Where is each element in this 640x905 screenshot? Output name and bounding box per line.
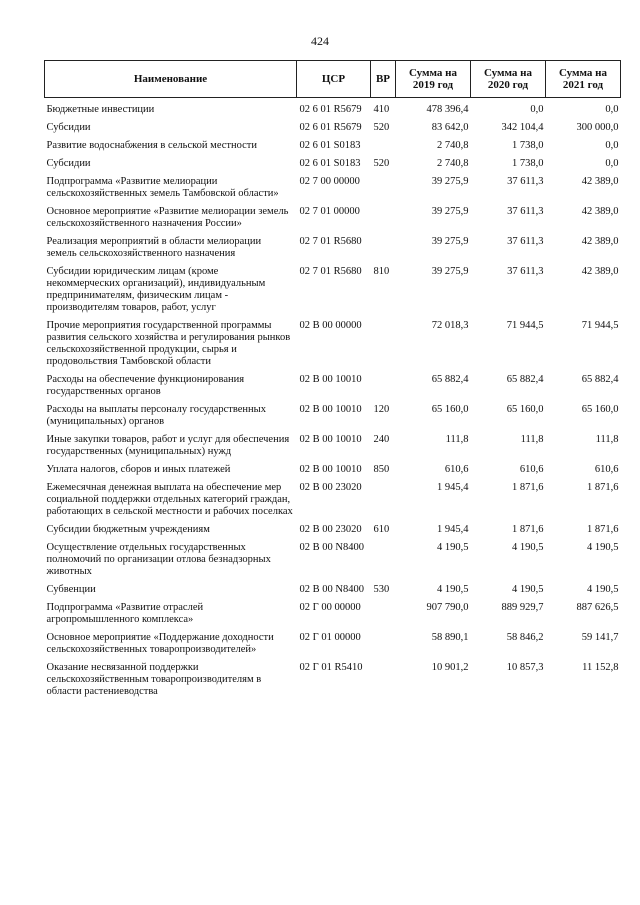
cell-2021: 65 160,0 xyxy=(581,404,619,415)
cell-csr: 02 В 00 10010 xyxy=(299,404,362,415)
cell-2021: 887 626,5 xyxy=(576,602,619,613)
cell-vr: 520 xyxy=(373,158,390,169)
cell-2021: 42 389,0 xyxy=(581,206,619,217)
cell-2019: 907 790,0 xyxy=(426,602,469,613)
cell-name: Бюджетные инвестиции xyxy=(46,104,155,115)
cell-csr: 02 В 00 10010 xyxy=(299,374,362,385)
cell-2019: 4 190,5 xyxy=(437,584,469,595)
cell-2020: 37 611,3 xyxy=(507,176,544,187)
cell-name: Подпрограмма «Развитие отраслей агропромышленного комплекса» xyxy=(46,602,204,625)
cell-2021: 4 190,5 xyxy=(587,584,619,595)
cell-vr: 850 xyxy=(373,464,390,475)
cell-name: Развитие водоснабжения в сельской местности xyxy=(46,140,257,151)
cell-csr: 02 В 00 10010 xyxy=(299,434,362,445)
cell-csr: 02 В 00 23020 xyxy=(299,524,362,535)
cell-2020: 610,6 xyxy=(519,464,544,475)
cell-2019: 1 945,4 xyxy=(437,524,469,535)
cell-2020: 889 929,7 xyxy=(501,602,544,613)
cell-csr: 02 7 01 R5680 xyxy=(299,266,362,277)
cell-2021: 11 152,8 xyxy=(582,662,619,673)
cell-csr: 02 7 00 00000 xyxy=(299,176,360,187)
cell-name: Осуществление отдельных государственных полномочий по организации отлова безнадзорных животных xyxy=(46,542,271,577)
cell-vr xyxy=(371,539,396,581)
table-row xyxy=(45,521,621,539)
table-body xyxy=(45,98,621,702)
cell-vr: 530 xyxy=(373,584,390,595)
header-vr: ВР xyxy=(371,61,396,98)
cell-2021: 0,0 xyxy=(605,158,619,169)
cell-name: Реализация мероприятий в области мелиорации земель сельскохозяйственного назначения xyxy=(46,236,262,259)
table-row xyxy=(45,401,621,431)
cell-csr: 02 6 01 S0183 xyxy=(299,158,361,169)
cell-vr xyxy=(371,371,396,401)
table-row xyxy=(45,371,621,401)
table-row xyxy=(45,173,621,203)
cell-name: Расходы на обеспечение функционирования государственных органов xyxy=(46,374,245,397)
cell-2019: 39 275,9 xyxy=(431,206,469,217)
cell-2019: 72 018,3 xyxy=(431,320,469,331)
cell-csr: 02 В 00 00000 xyxy=(299,320,362,331)
cell-vr: 520 xyxy=(373,122,390,133)
cell-2020: 10 857,3 xyxy=(506,662,544,673)
cell-2020: 1 738,0 xyxy=(512,158,544,169)
table-row xyxy=(45,539,621,581)
table-header xyxy=(45,61,621,98)
cell-2019: 610,6 xyxy=(444,464,469,475)
cell-2021: 65 882,4 xyxy=(581,374,619,385)
cell-2019: 1 945,4 xyxy=(437,482,469,493)
cell-csr: 02 В 00 23020 xyxy=(299,482,362,493)
cell-vr xyxy=(371,659,396,701)
cell-vr xyxy=(371,137,396,155)
table-row xyxy=(45,461,621,479)
budget-table xyxy=(44,60,621,701)
cell-name: Прочие мероприятия государственной программы развития сельского хозяйства и регулирования рынков сельскохозяйственной продукции, сырья и продовольствия Тамбовской области xyxy=(46,320,291,367)
table-row xyxy=(45,98,621,120)
cell-name: Подпрограмма «Развитие мелиорации сельскохозяйственных земель Тамбовской области» xyxy=(46,176,279,199)
cell-csr: 02 6 01 R5679 xyxy=(299,122,362,133)
cell-vr: 810 xyxy=(373,266,390,277)
header-name: Наименование xyxy=(45,61,297,98)
cell-2021: 59 141,7 xyxy=(581,632,619,643)
cell-2020: 111,8 xyxy=(520,434,544,445)
cell-2020: 1 871,6 xyxy=(512,482,544,493)
cell-csr: 02 6 01 R5679 xyxy=(299,104,362,115)
cell-2019: 83 642,0 xyxy=(431,122,469,133)
cell-name: Иные закупки товаров, работ и услуг для обеспечения государственных (муниципальных) нужд xyxy=(46,434,290,457)
cell-2019: 4 190,5 xyxy=(437,542,469,553)
cell-2019: 65 160,0 xyxy=(431,404,469,415)
cell-2020: 37 611,3 xyxy=(507,206,544,217)
cell-2020: 0,0 xyxy=(530,104,544,115)
table-row xyxy=(45,599,621,629)
cell-2021: 42 389,0 xyxy=(581,176,619,187)
cell-2020: 342 104,4 xyxy=(501,122,544,133)
cell-vr: 120 xyxy=(373,404,390,415)
cell-csr: 02 Г 00 00000 xyxy=(299,602,361,613)
table-row xyxy=(45,137,621,155)
header-2019: Сумма на 2019 год xyxy=(396,61,471,98)
table-row xyxy=(45,659,621,701)
cell-2021: 300 000,0 xyxy=(576,122,619,133)
cell-2020: 4 190,5 xyxy=(512,542,544,553)
cell-2020: 58 846,2 xyxy=(506,632,544,643)
cell-2021: 4 190,5 xyxy=(587,542,619,553)
cell-2019: 39 275,9 xyxy=(431,176,469,187)
cell-csr: 02 В 00 N8400 xyxy=(299,542,364,553)
cell-csr: 02 Г 01 00000 xyxy=(299,632,361,643)
cell-csr: 02 В 00 10010 xyxy=(299,464,362,475)
cell-name: Субвенции xyxy=(46,584,96,595)
cell-csr: 02 7 01 R5680 xyxy=(299,236,362,247)
cell-vr: 240 xyxy=(373,434,390,445)
table-row xyxy=(45,155,621,173)
cell-2021: 0,0 xyxy=(605,140,619,151)
table-row xyxy=(45,233,621,263)
cell-csr: 02 7 01 00000 xyxy=(299,206,360,217)
cell-name: Расходы на выплаты персоналу государственных (муниципальных) органов xyxy=(46,404,266,427)
cell-name: Уплата налогов, сборов и иных платежей xyxy=(46,464,231,475)
table-row xyxy=(45,479,621,521)
cell-2020: 65 882,4 xyxy=(506,374,544,385)
cell-vr xyxy=(371,317,396,371)
cell-2019: 65 882,4 xyxy=(431,374,469,385)
cell-2021: 111,8 xyxy=(595,434,619,445)
cell-2021: 42 389,0 xyxy=(581,266,619,277)
cell-2019: 39 275,9 xyxy=(431,266,469,277)
table-row xyxy=(45,581,621,599)
cell-2020: 1 738,0 xyxy=(512,140,544,151)
cell-2019: 39 275,9 xyxy=(431,236,469,247)
table-row xyxy=(45,263,621,317)
cell-2019: 2 740,8 xyxy=(437,158,469,169)
cell-2019: 111,8 xyxy=(445,434,469,445)
cell-2019: 58 890,1 xyxy=(431,632,469,643)
cell-vr xyxy=(371,173,396,203)
cell-2020: 37 611,3 xyxy=(507,266,544,277)
cell-name: Субсидии бюджетным учреждениям xyxy=(46,524,210,535)
cell-csr: 02 6 01 S0183 xyxy=(299,140,361,151)
cell-name: Основное мероприятие «Развитие мелиорации земель сельскохозяйственного назначения России» xyxy=(46,206,289,229)
table-row xyxy=(45,119,621,137)
cell-2020: 1 871,6 xyxy=(512,524,544,535)
cell-name: Оказание несвязанной поддержки сельскохозяйственным товаропроизводителям в области растениеводства xyxy=(46,662,262,697)
cell-csr: 02 Г 01 R5410 xyxy=(299,662,363,673)
cell-name: Ежемесячная денежная выплата на обеспечение мер социальной поддержки отдельных категорий граждан, работающих в сельской местности и рабочих поселках xyxy=(46,482,293,517)
cell-2019: 2 740,8 xyxy=(437,140,469,151)
cell-name: Субсидии юридическим лицам (кроме некоммерческих организаций), индивидуальным предпринимателям, физическим лицам - производителям товаров, работ, услуг xyxy=(46,266,266,313)
header-2020: Сумма на 2020 год xyxy=(471,61,546,98)
cell-2020: 37 611,3 xyxy=(507,236,544,247)
cell-2021: 1 871,6 xyxy=(587,524,619,535)
cell-vr: 610 xyxy=(373,524,390,535)
table-row xyxy=(45,203,621,233)
cell-2021: 0,0 xyxy=(605,104,619,115)
cell-name: Основное мероприятие «Поддержание доходности сельскохозяйственных товаропроизводителей» xyxy=(46,632,274,655)
cell-name: Субсидии xyxy=(46,158,91,169)
cell-2019: 10 901,2 xyxy=(431,662,469,673)
cell-2020: 65 160,0 xyxy=(506,404,544,415)
cell-2019: 478 396,4 xyxy=(426,104,469,115)
cell-vr xyxy=(371,599,396,629)
table-row xyxy=(45,317,621,371)
cell-vr: 410 xyxy=(373,104,390,115)
cell-2021: 71 944,5 xyxy=(581,320,619,331)
header-2021: Сумма на 2021 год xyxy=(546,61,621,98)
cell-csr: 02 В 00 N8400 xyxy=(299,584,364,595)
cell-2021: 1 871,6 xyxy=(587,482,619,493)
cell-2020: 71 944,5 xyxy=(506,320,544,331)
table-row xyxy=(45,629,621,659)
cell-name: Субсидии xyxy=(46,122,91,133)
cell-vr xyxy=(371,203,396,233)
cell-2021: 610,6 xyxy=(594,464,619,475)
cell-vr xyxy=(371,629,396,659)
cell-2020: 4 190,5 xyxy=(512,584,544,595)
table-row xyxy=(45,431,621,461)
page-number: 424 xyxy=(311,34,329,48)
cell-2021: 42 389,0 xyxy=(581,236,619,247)
header-csr: ЦСР xyxy=(297,61,371,98)
cell-vr xyxy=(371,479,396,521)
cell-vr xyxy=(371,233,396,263)
